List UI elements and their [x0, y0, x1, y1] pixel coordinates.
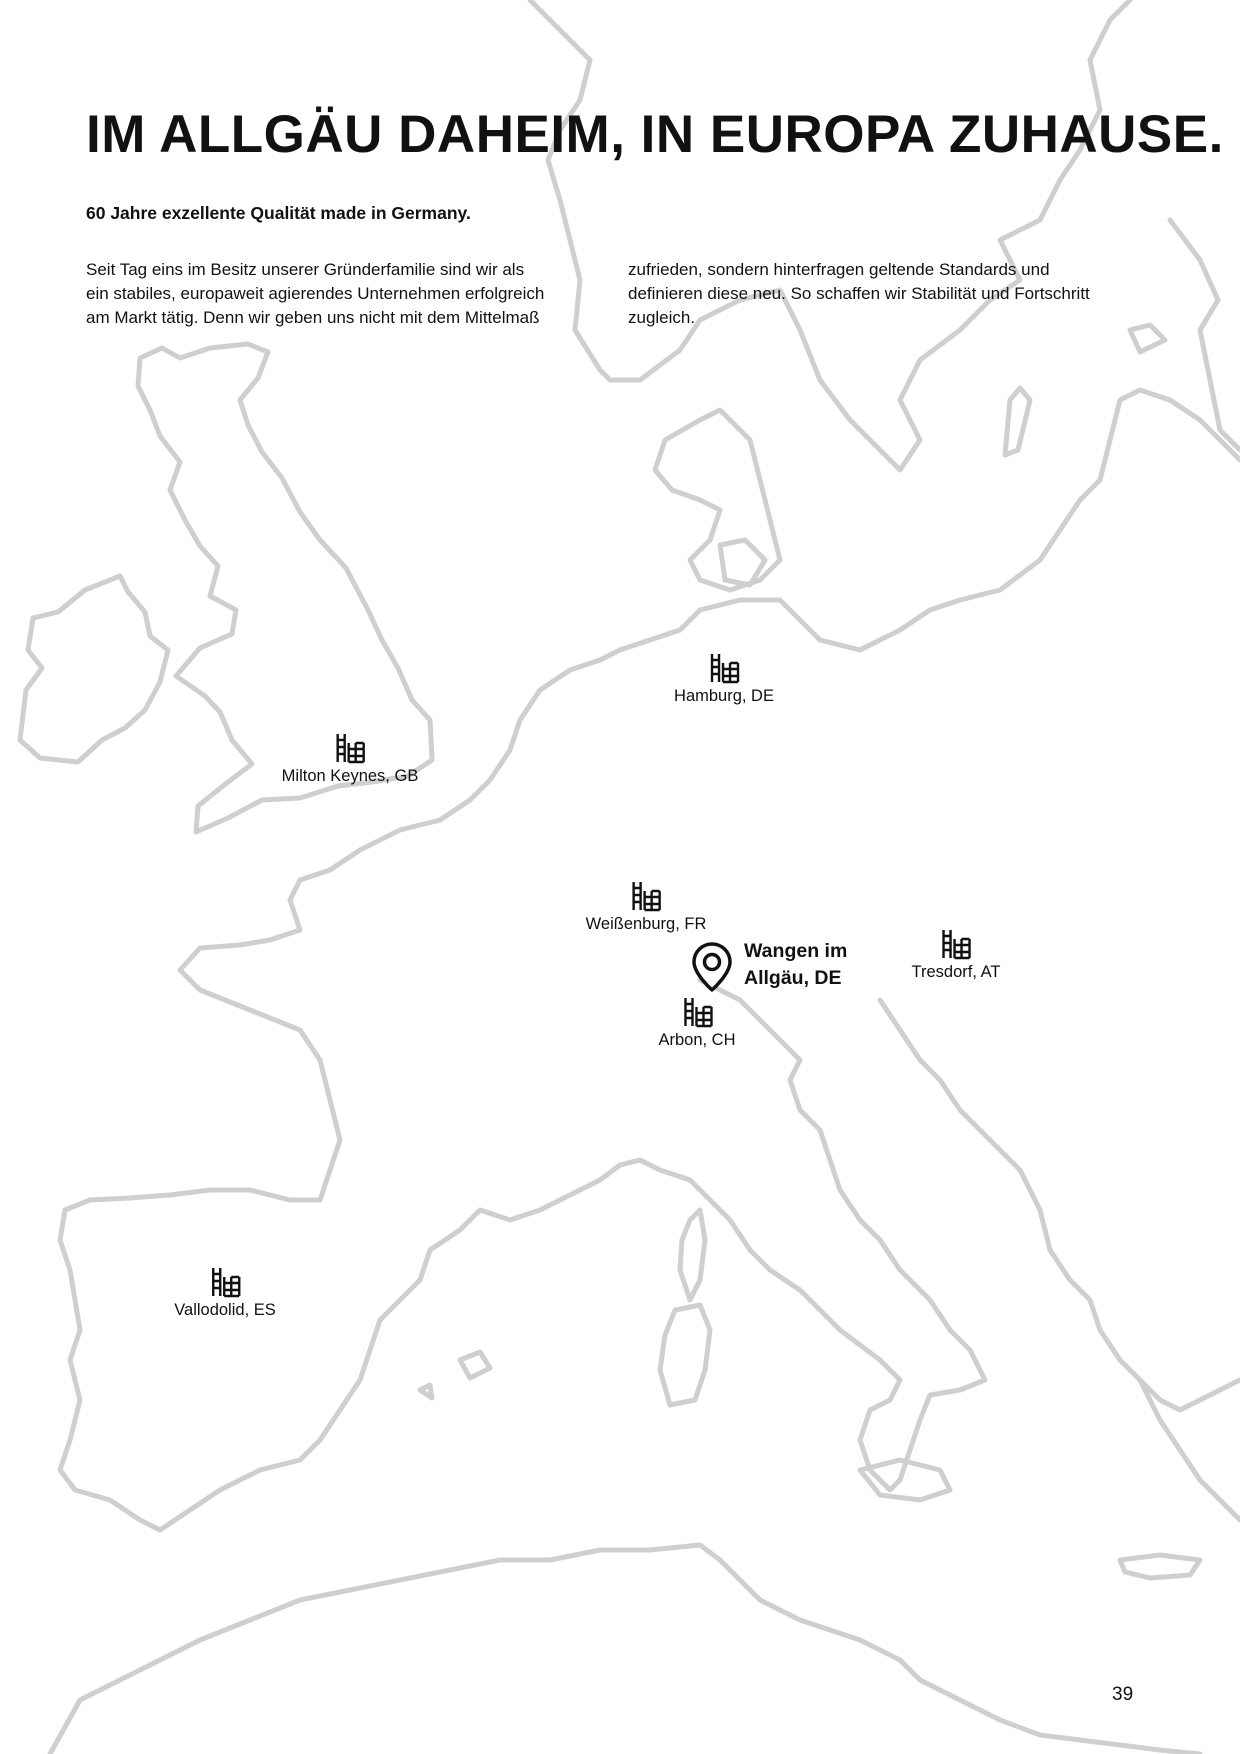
factory-icon [708, 652, 740, 684]
greece-outline [1140, 1380, 1240, 1520]
body-line: definieren diese neu. So schaffen wir Stabilität und Fortschritt [628, 284, 1090, 303]
site-weissenburg [586, 880, 707, 934]
factory-icon [209, 1266, 241, 1298]
page-subtitle: 60 Jahre exzellente Qualität made in Germany. [86, 203, 471, 223]
body-line: Seit Tag eins im Besitz unserer Gründerfamilie sind wir als [86, 260, 525, 279]
site-label: Milton Keynes, GB [281, 767, 419, 785]
factory-icon [681, 996, 713, 1028]
headquarters-label-line-1: Wangen im [744, 940, 848, 962]
body-line: zufrieden, sondern hinterfragen geltende Standards und [628, 260, 1050, 279]
body-line: zugleich. [628, 308, 696, 327]
finland-outline [1170, 220, 1240, 450]
headquarters-label [744, 938, 864, 992]
corsica-outline [680, 1210, 705, 1300]
site-vallodolid [174, 1266, 276, 1320]
body-text-column-1 [86, 258, 606, 330]
page-number: 39 [1112, 1684, 1134, 1705]
site-label: Tresdorf, AT [911, 963, 1001, 981]
north-africa-outline [50, 1545, 1200, 1754]
site-tresdorf [912, 928, 1001, 982]
balearic-island-outline [460, 1352, 490, 1378]
factory-icon [630, 880, 662, 912]
site-hamburg [674, 652, 774, 706]
body-line: ein stabiles, europaweit agierendes Unternehmen erfolgreich [86, 284, 545, 303]
iberia-outline [60, 1190, 480, 1530]
page-title: IM ALLGÄU DAHEIM, IN EUROPA ZUHAUSE. [86, 105, 1224, 164]
gotland-outline [1005, 388, 1030, 455]
site-label: Hamburg, DE [674, 687, 774, 705]
site-label: Vallodolid, ES [174, 1301, 276, 1319]
crete-outline [1120, 1555, 1200, 1578]
body-text-column-2 [628, 258, 1168, 330]
site-arbon [658, 996, 735, 1050]
factory-icon [334, 732, 366, 764]
factory-icon [940, 928, 972, 960]
body-line: am Markt tätig. Denn wir geben uns nicht mit dem Mittelmaß [86, 308, 540, 327]
headquarters-label-line-2: Allgäu, DE [744, 967, 842, 989]
mediterranean-north-coast-outline [480, 980, 985, 1490]
balkans-outline [880, 1000, 1240, 1410]
site-label: Arbon, CH [658, 1031, 736, 1049]
location-pin-icon [690, 940, 734, 994]
balearic-small-island-outline [420, 1385, 432, 1398]
site-milton-keynes [282, 732, 419, 786]
scandinavia-outline [530, 0, 1130, 470]
headquarters-marker [690, 940, 864, 994]
site-label: Weißenburg, FR [585, 915, 707, 933]
sardinia-outline [660, 1305, 710, 1405]
ireland-outline [20, 576, 168, 762]
